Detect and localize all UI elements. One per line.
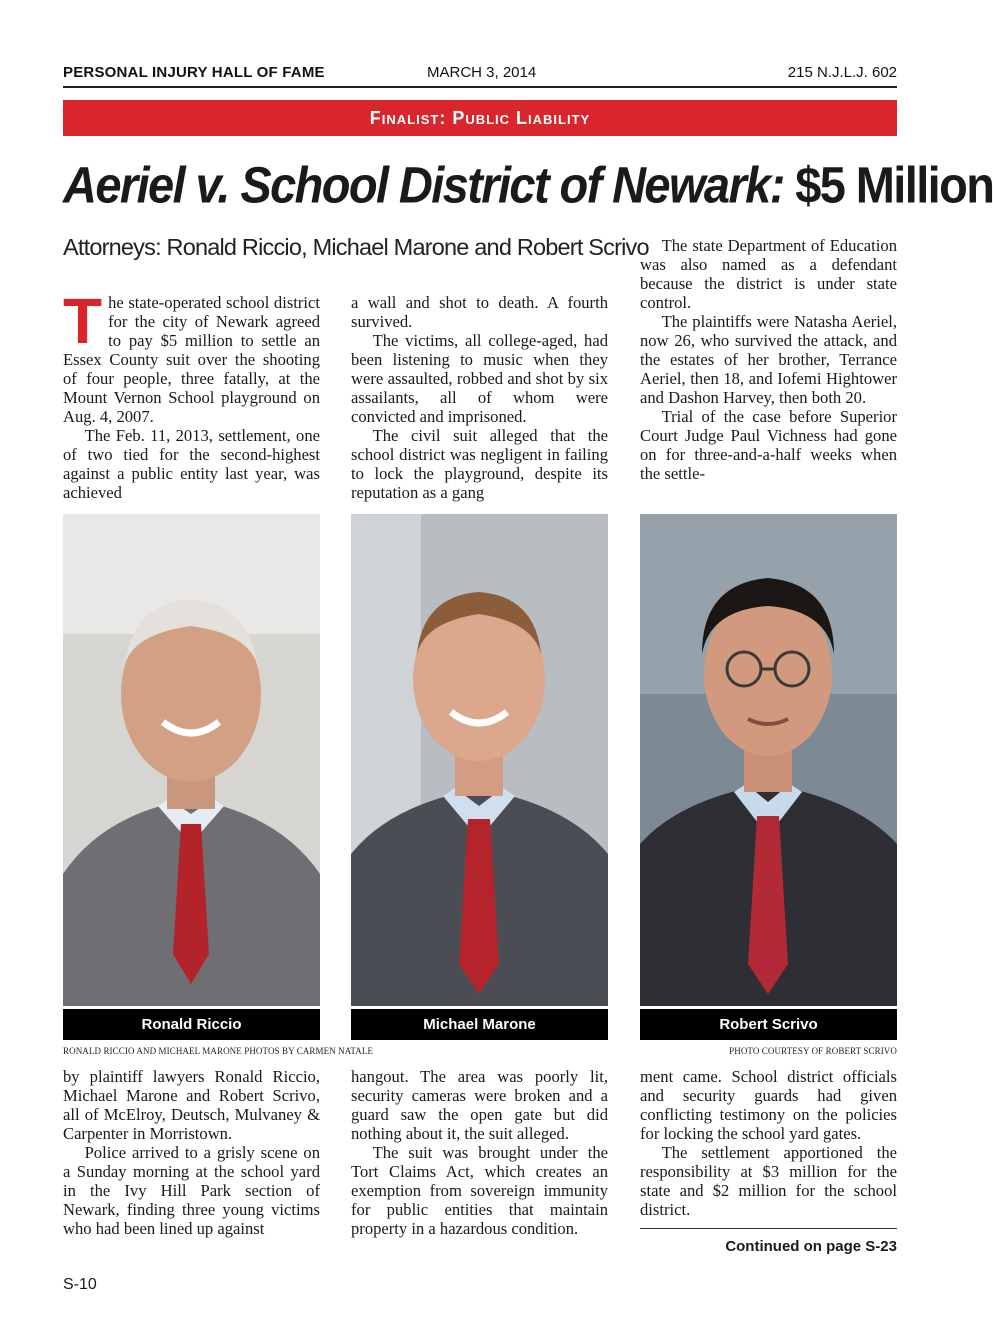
paragraph: The suit was brought under the Tort Claims Act, which creates an exemption from sovereign immunity for public entities that maintain property in a hazardous condition. [351, 1143, 608, 1238]
drop-cap: T [63, 285, 103, 357]
photo-michael-marone [351, 514, 608, 1006]
article-column-3-top [640, 236, 897, 483]
paragraph: The victims, all college-aged, had been listening to music when they were assaulted, robbed and shot by six assailants, all of whom were convicted and imprisoned. [351, 331, 608, 426]
paragraph: he state-operated school district for the city of Newark agreed to pay $5 million to settle an Essex County suit over the shooting of four people, three fatally, at the Mount Vernon School playground on Aug. 4, 2007. [63, 293, 320, 426]
paragraph: The plaintiffs were Natasha Aeriel, now 26, who survived the attack, and the estates of her brother, Terrance Aeriel, then 18, and Iofemi Hightower and Dashon Harvey, then both 20. [640, 312, 897, 407]
headline-case: Aeriel v. School District of Newark: [63, 155, 784, 214]
photo-robert-scrivo [640, 514, 897, 1006]
paragraph: The civil suit alleged that the school district was negligent in failing to lock the playground, despite its reputation as a gang [351, 426, 608, 502]
page-number: S-10 [63, 1276, 97, 1293]
header-rule [63, 86, 897, 88]
paragraph: by plaintiff lawyers Ronald Riccio, Michael Marone and Robert Scrivo, all of McElroy, Deutsch, Mulvaney & Carpenter in Morristown. [63, 1067, 320, 1143]
issue-date: MARCH 3, 2014 [427, 64, 537, 81]
byline: Attorneys: Ronald Riccio, Michael Marone and Robert Scrivo [63, 234, 649, 260]
continued-rule [640, 1228, 897, 1229]
portrait-photo-icon [640, 514, 897, 1006]
paragraph: The state Department of Education was also named as a defendant because the district is under state control. [640, 236, 897, 312]
paragraph: Trial of the case before Superior Court Judge Paul Vichness had gone on for three-and-a-half weeks when the settle- [640, 407, 897, 483]
paragraph: The settlement apportioned the responsibility at $3 million for the state and $2 million for the school district. [640, 1143, 897, 1219]
photo-credit-left: RONALD RICCIO AND MICHAEL MARONE PHOTOS BY CARMEN NATALE [63, 1046, 374, 1056]
article-column-2-top [351, 293, 608, 502]
category-banner: Finalist: Public Liability [63, 100, 897, 136]
citation: 215 N.J.L.J. 602 [787, 64, 897, 81]
caption-michael-marone: Michael Marone [351, 1009, 608, 1040]
paragraph: hangout. The area was poorly lit, security cameras were broken and a guard saw the open gate but did nothing about it, the suit alleged. [351, 1067, 608, 1143]
article-column-1-top [63, 285, 320, 502]
paragraph: ment came. School district officials and security guards had given conflicting testimony on the policies for locking the school yard gates. [640, 1067, 897, 1143]
portrait-photo-icon [351, 514, 608, 1006]
paragraph: Police arrived to a grisly scene on a Sunday morning at the school yard in the Ivy Hill Park section of Newark, finding three young victims who had been lined up against [63, 1143, 320, 1238]
article-column-2-bottom [351, 1067, 608, 1238]
caption-robert-scrivo: Robert Scrivo [640, 1009, 897, 1040]
portrait-photo-icon [63, 514, 320, 1006]
article-column-1-bottom [63, 1067, 320, 1238]
paragraph: The Feb. 11, 2013, settlement, one of two tied for the second-highest against a public entity last year, was achieved [63, 426, 320, 502]
headline [63, 147, 993, 223]
continued-link[interactable]: Continued on page S-23 [725, 1238, 897, 1255]
caption-ronald-riccio: Ronald Riccio [63, 1009, 320, 1040]
photo-credit-right: PHOTO COURTESY OF ROBERT SCRIVO [729, 1046, 897, 1056]
section-title: PERSONAL INJURY HALL OF FAME [63, 64, 325, 81]
headline-amount: $5 Million [795, 155, 993, 214]
article-column-3-bottom [640, 1067, 897, 1219]
paragraph: a wall and shot to death. A fourth survived. [351, 293, 608, 331]
photo-ronald-riccio [63, 514, 320, 1006]
